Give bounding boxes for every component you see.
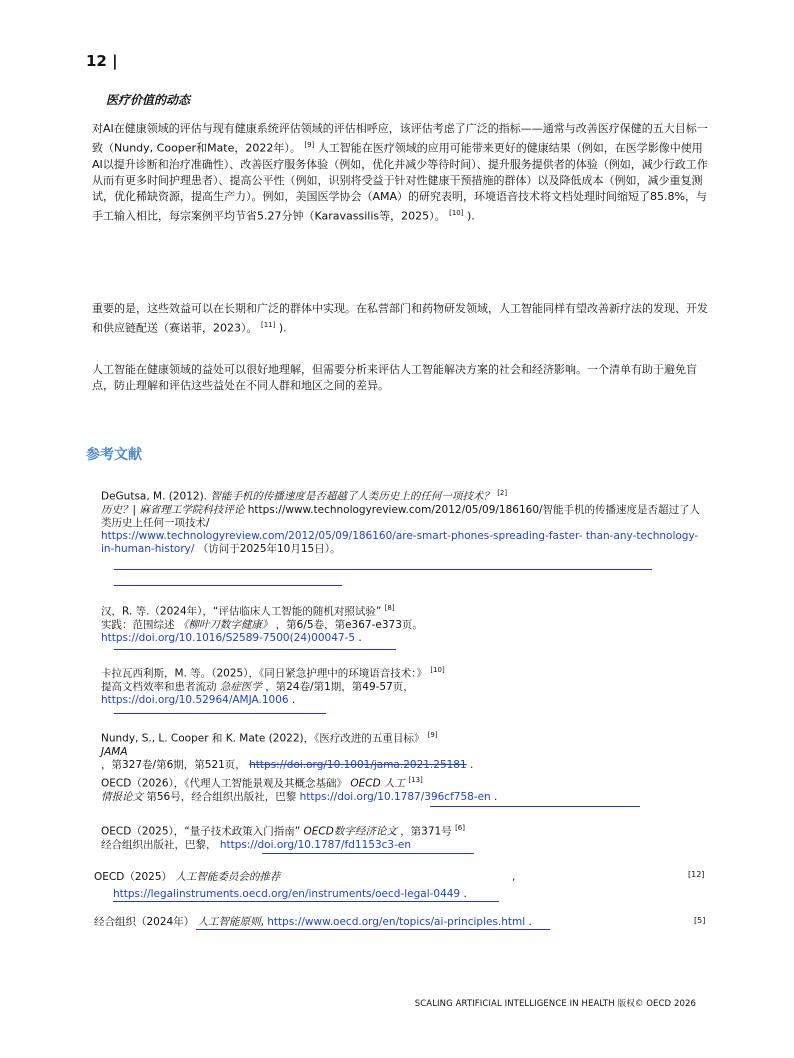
ref-number: [12] bbox=[688, 870, 705, 879]
ref-line: ，第6/5卷，第e367-e373页。 bbox=[275, 618, 423, 631]
ref-link-underline bbox=[114, 649, 396, 650]
page-footer: SCALING ARTIFICIAL INTELLIGENCE IN HEALTH 版权© OECD 2026 bbox=[414, 999, 696, 1009]
ref-link-underline bbox=[430, 806, 640, 807]
ref-url-plain: https://www.technologyreview.com/2012/05/09/186160/智能手机的传播速度是否超过了人类历史上任何一项技术/ bbox=[101, 503, 701, 529]
ref-journal: 人工智能原则 bbox=[197, 916, 261, 928]
paragraph-1 bbox=[92, 121, 712, 224]
ref-link[interactable]: https://doi.org/10.1787/fd1153c3-en bbox=[219, 838, 411, 851]
ref-number: [10] bbox=[430, 666, 445, 674]
paragraph-1-text-2: 人工智能在医疗领域的应用可能带来更好的健康结果（例如，在医学影像中使用AI以提升诊断和治疗准确性）、改善医疗服务体验（例如，优化并减少等待时间）、提升服务提供者的体验（例如，减少行政工作从而有更多时间护理患者）、提高公平性（例如，识别将受益于针对性健康干预措施的群体）以及降低成本（例如，减少重复测试，优化稀缺资源，提高生产力）。例如，美国医学协会（AMA）的研究表明，环境语音技术将文档处理时间缩短了85.8%，与手工输入相比，每宗案例平均节省5.27分钟（Karavassilis等，2025）。 bbox=[92, 141, 708, 223]
ref-number: [2] bbox=[497, 489, 508, 497]
section-title: 医疗价值的动态 bbox=[106, 93, 191, 107]
ref-link-underline bbox=[262, 853, 474, 854]
ref-line: 实践：范围综述 bbox=[101, 618, 175, 631]
references-title: 参考文献 bbox=[86, 447, 142, 463]
ref-line: ，第371号 bbox=[400, 825, 452, 838]
ref-access-date: （访问于2025年10月15日）。 bbox=[197, 542, 341, 555]
paragraph-2-end: ). bbox=[278, 321, 287, 335]
citation-10: [10] bbox=[449, 208, 464, 217]
ref-line: 经合组织出版社，巴黎， bbox=[101, 838, 217, 851]
ref-line: Nundy, S., L. Cooper 和 K. Mate (2022)，《医疗改进的五重目标》 bbox=[101, 732, 425, 745]
ref-journal: JAMA bbox=[101, 745, 128, 758]
ref-line: ，第24卷/第1期，第49-57页， bbox=[265, 680, 414, 693]
ref-number: [8] bbox=[384, 604, 395, 612]
ref-line: ，第327卷/第6期，第521页， bbox=[101, 758, 246, 771]
paragraph-1-end: ). bbox=[467, 209, 475, 223]
paragraph-2 bbox=[92, 301, 712, 337]
ref-line: 卡拉瓦西利斯，M. 等。（2025），《同日紧急护理中的环境语音技术：》 bbox=[101, 667, 427, 680]
paragraph-1-text: 对AI在健康领域的评估与现有健康系统评估领域的评估相呼应，该评估考虑了广泛的指标——通常与改善医疗保健的五大目标一致（Nundy, Cooper和Mate，2022年）。 bbox=[92, 122, 708, 155]
reference-oecd-ai-council-link: https://legalinstruments.oecd.org/en/instruments/oecd-legal-0449 . bbox=[113, 888, 467, 900]
paragraph-3-text: 人工智能在健康领域的益处可以很好地理解，但需要分析来评估人工智能解决方案的社会和经济影响。一个清单有助于避免盲点，防止理解和评估这些益处在不同人群和地区之间的差异。 bbox=[92, 363, 697, 392]
citation-11: [11] bbox=[261, 321, 276, 329]
ref-journal: OECD 人工 bbox=[350, 777, 406, 790]
ref-comma: , bbox=[512, 871, 516, 883]
reference-han: 汉，R. 等.（2024年），“评估临床人工智能的随机对照试验” [8] 实践：范围综述 《柳叶刀数字健康》 ，第6/5卷，第e367-e373页。 https://doi.org/10.1016/S2589-7500(24)00047-5 . bbox=[101, 604, 423, 644]
ref-line: 第56号，经合组织出版社，巴黎 bbox=[146, 790, 297, 803]
ref-number: [9] bbox=[427, 731, 438, 739]
ref-number: [5] bbox=[694, 916, 706, 925]
paragraph-2-text: 重要的是，这些效益可以在长期和广泛的群体中实现。在私营部门和药物研发领域，人工智能同样有望改善新疗法的发现、开发和供应链配送（赛诺菲，2023）。 bbox=[92, 302, 708, 335]
ref-link[interactable]: https://legalinstruments.oecd.org/en/instruments/oecd-legal-0449 bbox=[113, 888, 461, 900]
ref-journal: 人工智能委员会的推荐 bbox=[175, 871, 281, 883]
reference-oecd-quantum bbox=[101, 822, 706, 852]
ref-link-underline bbox=[113, 901, 499, 902]
ref-line: OECD（2025），“量子技术政策入门指南” bbox=[101, 825, 301, 838]
ref-link[interactable]: https://www.oecd.org/en/topics/ai-principles.html bbox=[267, 916, 526, 928]
ref-line: 汉，R. 等.（2024年），“评估临床人工智能的随机对照试验” bbox=[101, 605, 382, 618]
ref-line: 经合组织（2024年） bbox=[94, 916, 195, 928]
ref-journal: OECD数字经济论文 bbox=[303, 825, 397, 838]
ref-line: OECD（2025） bbox=[94, 871, 173, 883]
reference-oecd-ai-council bbox=[94, 871, 614, 884]
ref-link-underline bbox=[114, 585, 342, 586]
ref-link-underline bbox=[196, 929, 550, 930]
ref-line: 提高文档效率和患者流动 bbox=[101, 680, 217, 693]
ref-link[interactable]: https://doi.org/10.1001/jama.2021.25181 bbox=[249, 758, 467, 771]
ref-number: [13] bbox=[408, 776, 423, 784]
reference-degutsa bbox=[101, 487, 706, 556]
ref-link[interactable]: https://doi.org/10.1787/396cf758-en bbox=[299, 790, 491, 803]
ref-number: [6] bbox=[455, 824, 465, 832]
ref-journal: 《柳叶刀数字健康》 bbox=[177, 618, 273, 631]
ref-line: OECD（2026），《代理人工智能景观及其概念基础》 bbox=[101, 777, 348, 790]
reference-oecd-2026: OECD（2026），《代理人工智能景观及其概念基础》 OECD 人工 [13] 情报论文 第56号，经合组织出版社，巴黎 https://doi.org/10.1787/396cf758-en . bbox=[101, 776, 498, 803]
ref-title: 智能手机的传播速度是否超越了人类历史上的任何一项技术？ bbox=[210, 490, 494, 503]
reference-karavassilis: 卡拉瓦西利斯，M. 等。（2025），《同日紧急护理中的环境语音技术：》 [10] 提高文档效率和患者流动 急症医学 ，第24卷/第1期，第49-57页， https://doi.org/10.52964/AMJA.1006 . bbox=[101, 666, 445, 706]
ref-journal: 急症医学 bbox=[219, 680, 262, 693]
ref-link[interactable]: https://doi.org/10.1016/S2589-7500(24)00047-5 bbox=[101, 631, 356, 644]
ref-journal: 历史？| 麻省理工学院科技评论 bbox=[101, 503, 245, 516]
paragraph-3 bbox=[92, 362, 712, 394]
ref-link[interactable]: https://doi.org/10.52964/AMJA.1006 bbox=[101, 693, 289, 706]
page-number: 12 | bbox=[86, 52, 118, 70]
citation-9: [9] bbox=[304, 141, 315, 149]
ref-link-underline bbox=[114, 569, 652, 570]
ref-link[interactable]: https://www.technologyreview.com/2012/05/09/186160/are-smart-phones-spreading-faster- than-any-technology-in-human-history/ bbox=[101, 529, 699, 555]
reference-oecd-ai-principles: 经合组织（2024年） 人工智能原则, https://www.oecd.org/en/topics/ai-principles.html . bbox=[94, 916, 532, 928]
reference-nundy: Nundy, S., L. Cooper 和 K. Mate (2022)，《医疗改进的五重目标》 [9] JAMA ，第327卷/第6期，第521页， https://doi.org/10.1001/jama.2021.25181 . bbox=[101, 731, 474, 771]
ref-link-underline bbox=[114, 713, 326, 714]
ref-author: DeGutsa, M. (2012). bbox=[101, 490, 211, 503]
ref-journal: 情报论文 bbox=[101, 790, 143, 803]
